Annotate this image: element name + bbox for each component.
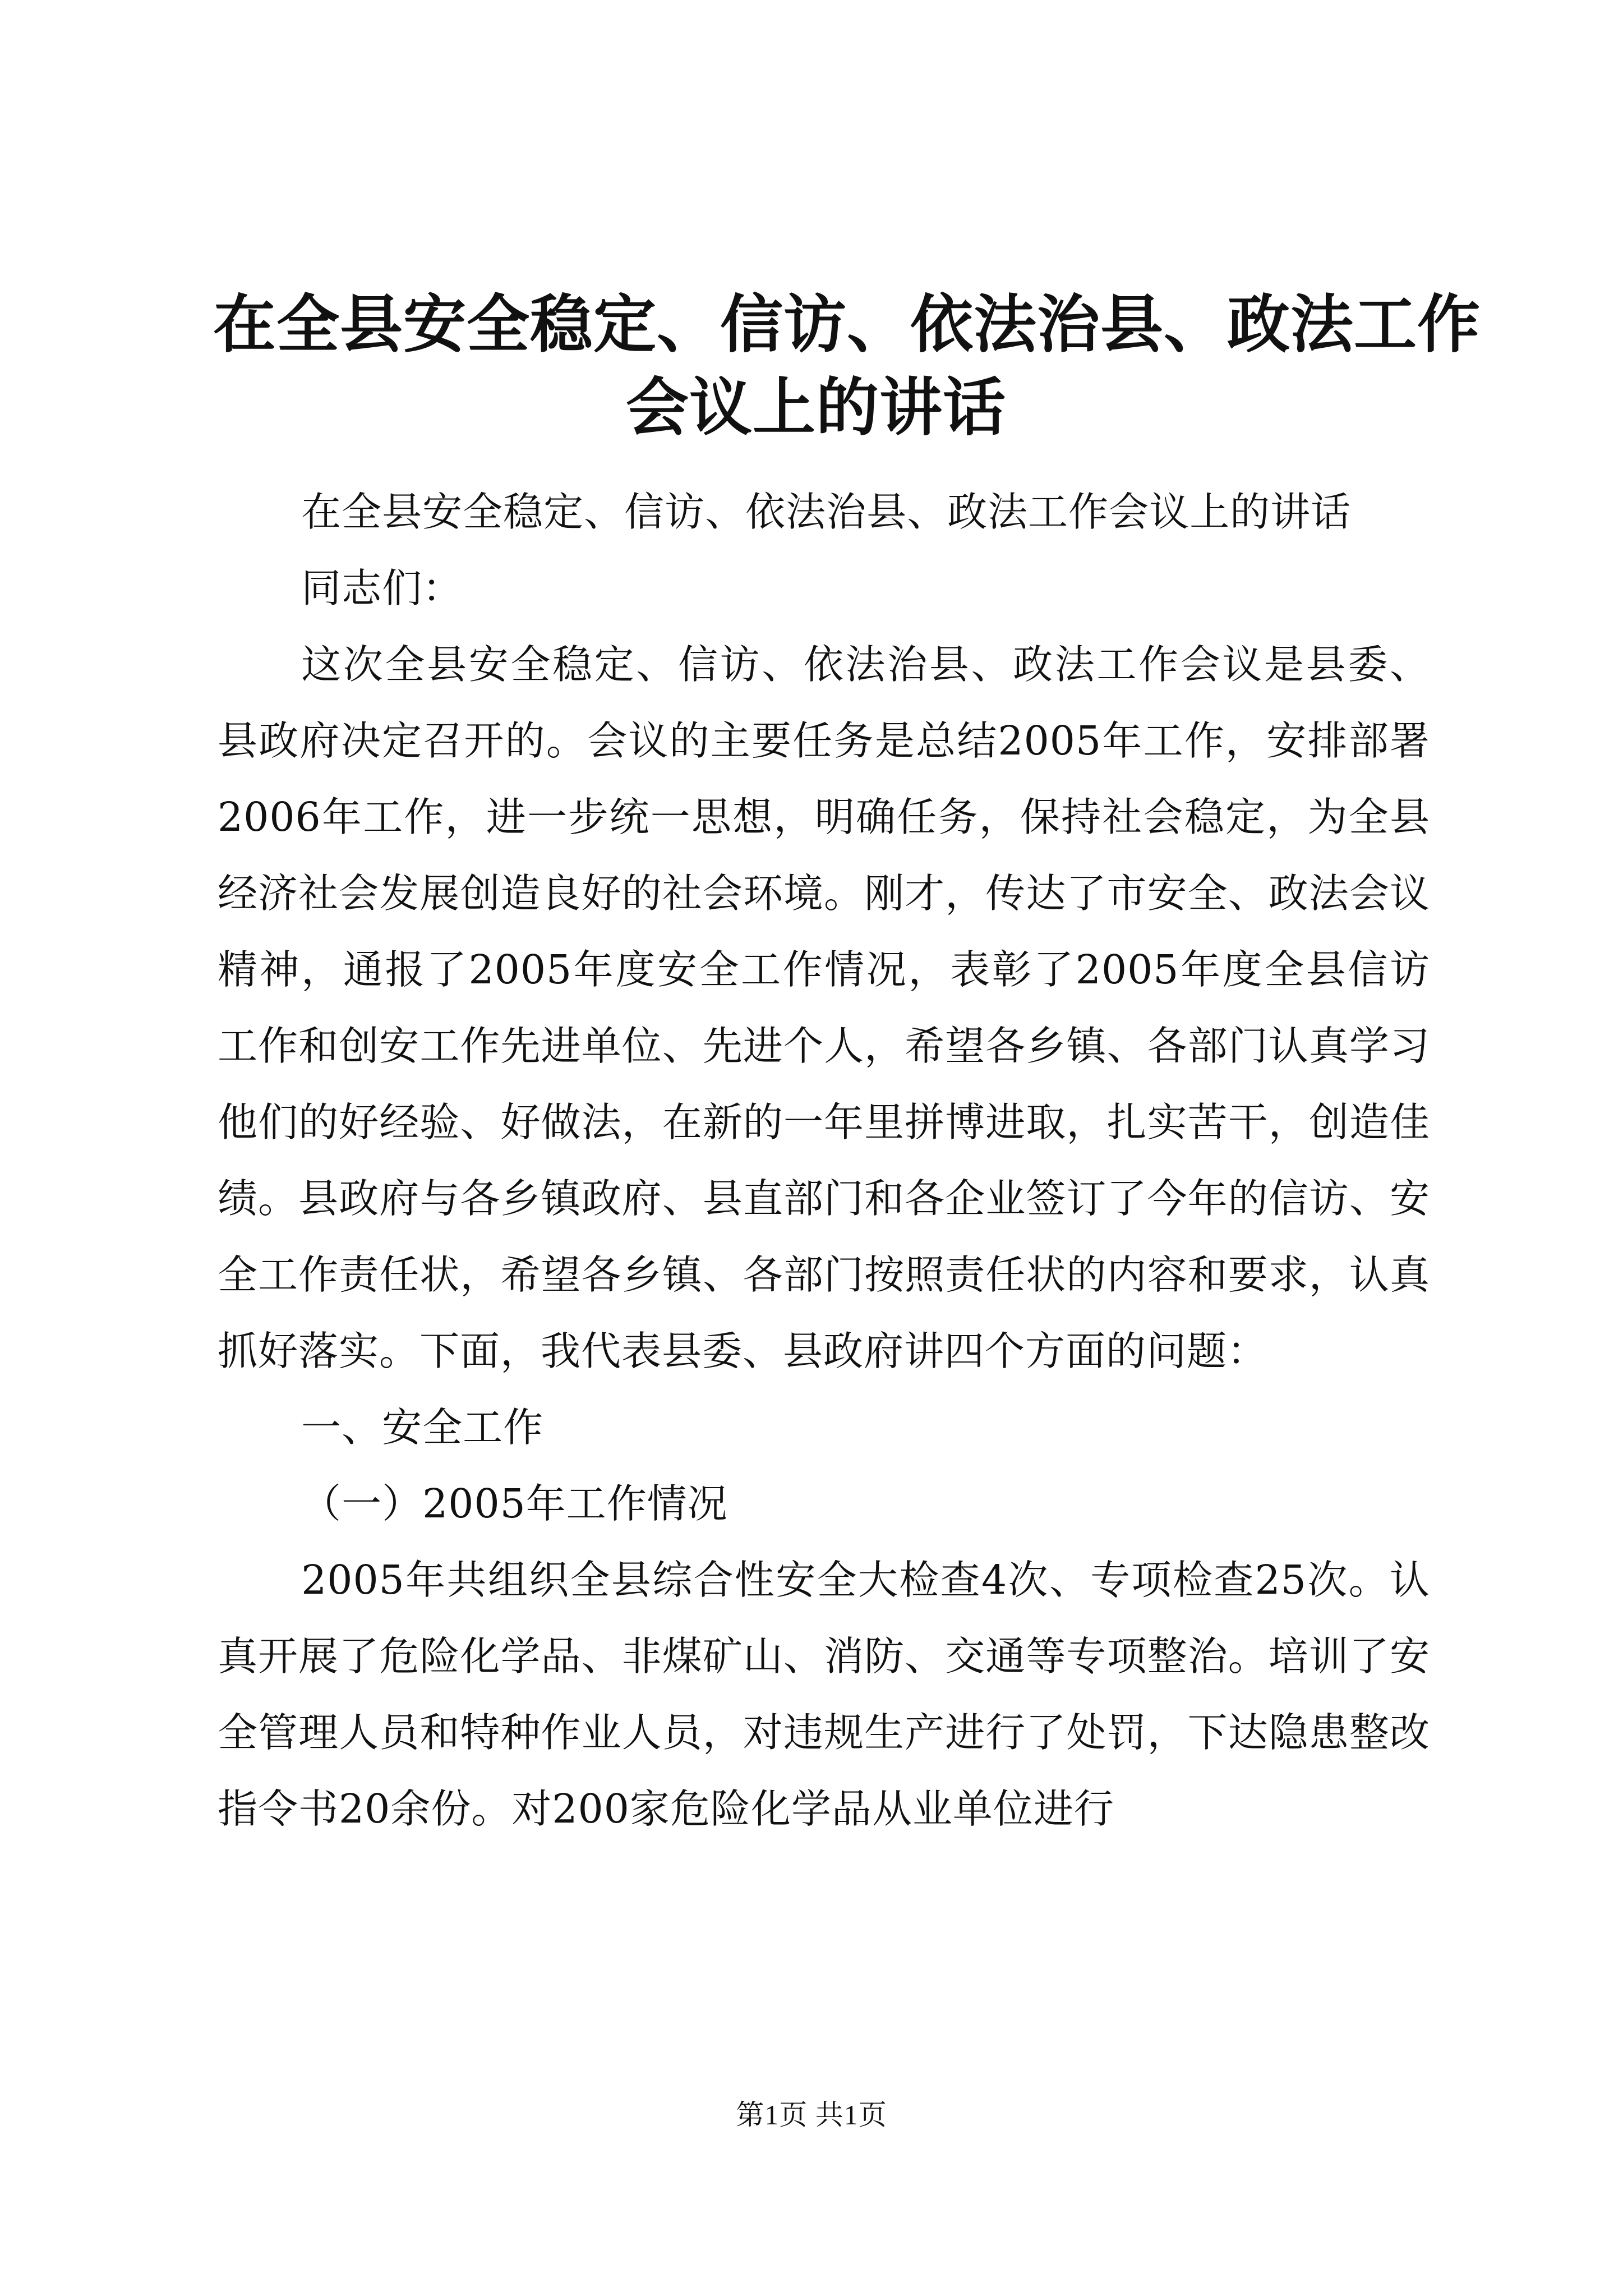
body-paragraph: 2005年共组织全县综合性安全大检查4次、专项检查25次。认真开展了危险化学品、非煤矿山、消防、交通等专项整治。培训了安全管理人员和特种作业人员，对违规生产进行了处罚，下达隐患整改指令书20余份。对200家危险化学品从业单位进行 bbox=[218, 1557, 1430, 1832]
salutation: 同志们： bbox=[301, 565, 463, 611]
section-heading: 一、安全工作 bbox=[301, 1404, 544, 1451]
document-body bbox=[218, 474, 1430, 1847]
subtitle-paragraph: 在全县安全稳定、信访、依法治县、政法工作会议上的讲话 bbox=[301, 489, 1352, 535]
body-paragraph: 这次全县安全稳定、信访、依法治县、政法工作会议是县委、县政府决定召开的。会议的主要任务是总结2005年工作，安排部署2006年工作，进一步统一思想，明确任务，保持社会稳定，为全县经济社会发展创造良好的社会环境。刚才，传达了市安全、政法会议精神，通报了2005年度安全工作情况，表彰了2005年度全县信访工作和创安工作先进单位、先进个人，希望各乡镇、各部门认真学习他们的好经验、好做法，在新的一年里拼博进取，扎实苦干，创造佳绩。县政府与各乡镇政府、县直部门和各企业签订了今年的信访、安全工作责任状，希望各乡镇、各部门按照责任状的内容和要求，认真抓好落实。下面，我代表县委、县政府讲四个方面的问题： bbox=[218, 641, 1430, 1374]
subsection-heading: （一）2005年工作情况 bbox=[301, 1480, 728, 1527]
page-footer: 第1页 共1页 bbox=[736, 2099, 887, 2131]
title-line-1: 在全县安全稳定、信访、依法治县、政法工作 bbox=[213, 288, 1481, 361]
title-line-2: 会议上的讲话 bbox=[626, 371, 1006, 444]
document-title bbox=[213, 283, 1481, 449]
